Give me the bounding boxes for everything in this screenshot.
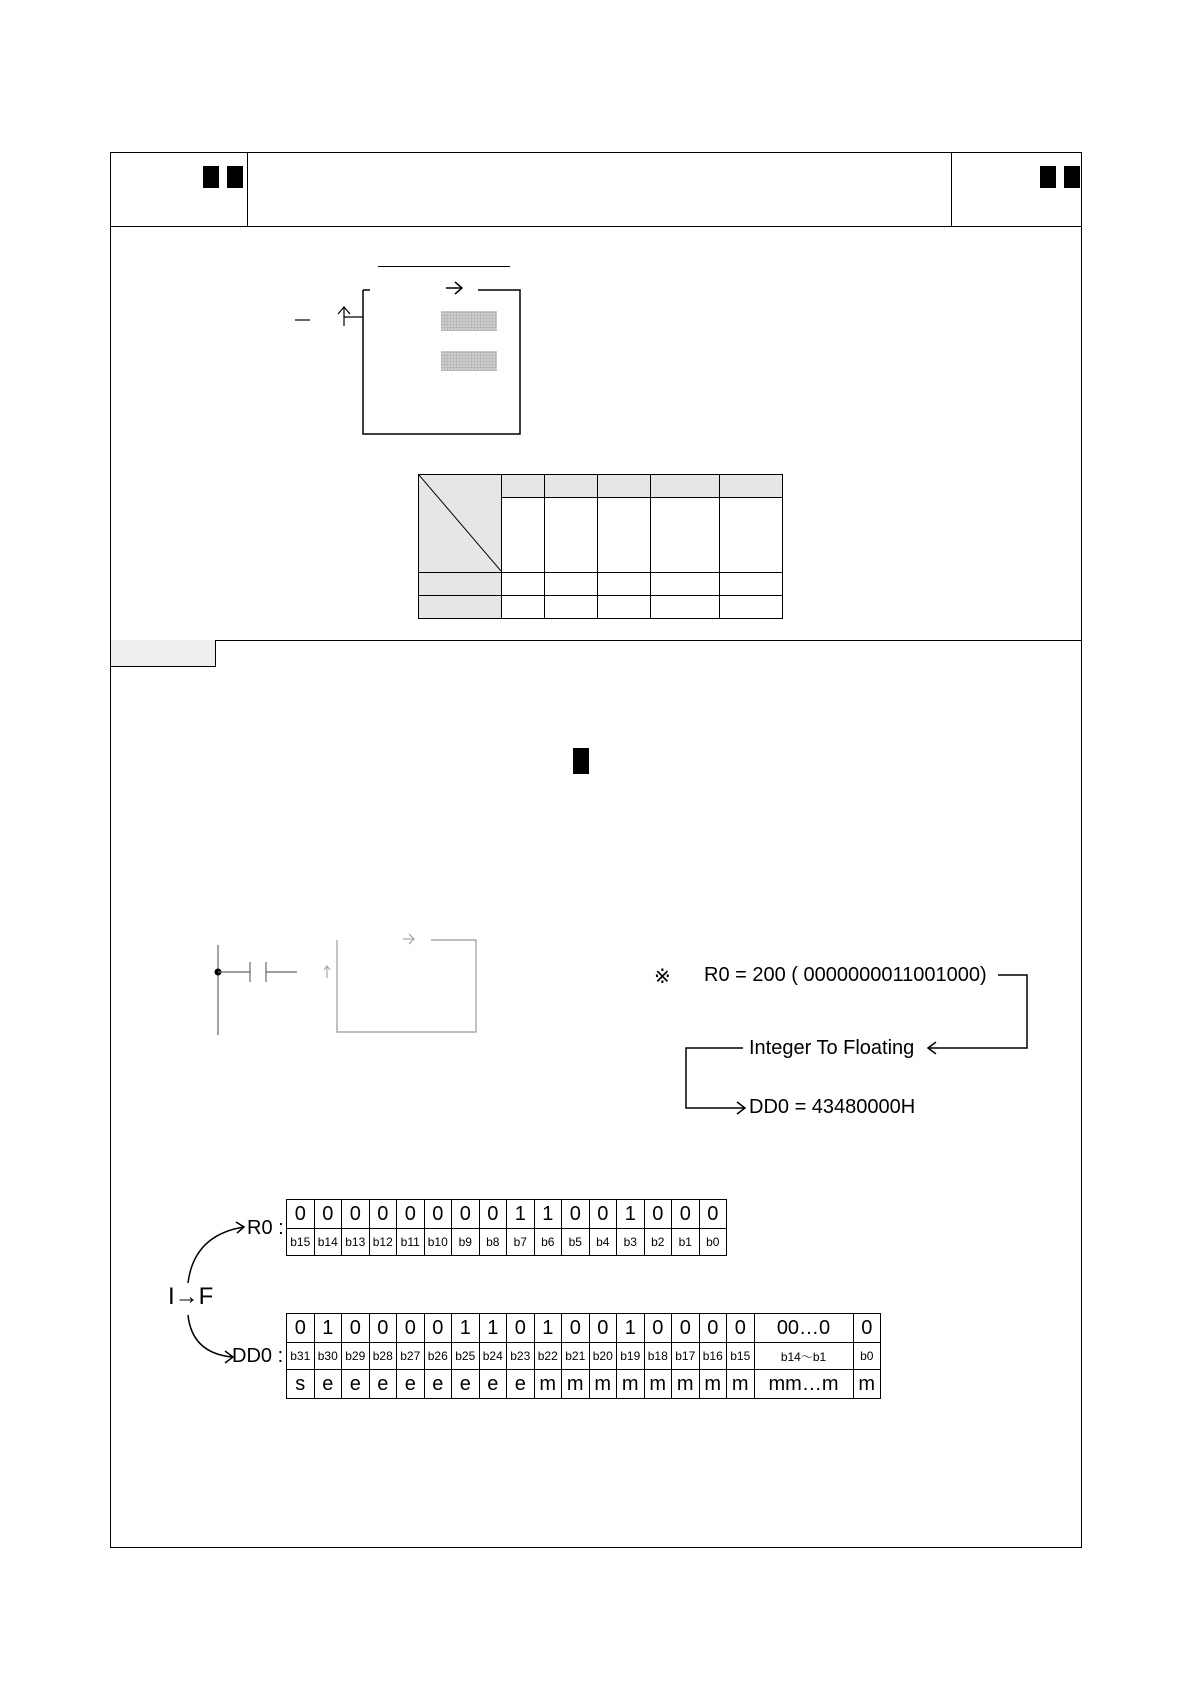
dd0-field-8: e [507,1370,535,1399]
dd0-field-10: m [562,1370,590,1399]
dd0-bit-label-18: b0 [853,1343,881,1370]
dd0-bit-7: 1 [479,1314,507,1343]
dd0-bit-label-10: b21 [562,1343,590,1370]
dd0-field-7: e [479,1370,507,1399]
header-left-mark-2 [227,166,243,188]
dd0-bit-9: 1 [534,1314,562,1343]
dd0-bit-label-7: b24 [479,1343,507,1370]
r0-bit-label-12: b3 [617,1229,645,1256]
symbol-overline [378,266,510,267]
r0-bit-table [286,1199,727,1256]
header-divider [110,226,1082,227]
inline-marker [573,748,589,774]
r0-bit-4: 0 [397,1200,425,1229]
note-result: DD0 = 43480000H [749,1096,916,1118]
dd0-field-9: m [534,1370,562,1399]
dd0-field-2: e [342,1370,370,1399]
dd0-bit-label-15: b16 [699,1343,727,1370]
dd0-bit-label-17: b14～b1 [754,1343,853,1370]
r0-bit-label-5: b10 [424,1229,452,1256]
r0-bit-label-1: b14 [314,1229,342,1256]
dd0-bit-0: 0 [287,1314,315,1343]
operand-placeholder-2 [441,351,497,371]
note-symbol: ※ [654,966,671,988]
r0-bit-11: 0 [589,1200,617,1229]
r0-bit-label-10: b5 [562,1229,590,1256]
r0-bit-label-9: b6 [534,1229,562,1256]
header-right-mark-2 [1064,166,1080,188]
dd0-bit-11: 0 [589,1314,617,1343]
bit-diagram-arrows [180,1215,250,1365]
r0-bit-0: 0 [287,1200,315,1229]
r0-bit-label-8: b7 [507,1229,535,1256]
operand-placeholder-1 [441,311,497,331]
dd0-bit-1: 1 [314,1314,342,1343]
dd0-bit-12: 1 [617,1314,645,1343]
r0-bit-3: 0 [369,1200,397,1229]
r0-bit-5: 0 [424,1200,452,1229]
dd0-bit-18: 0 [853,1314,881,1343]
dd0-field-18: m [853,1370,881,1399]
dd0-bit-label-8: b23 [507,1343,535,1370]
r0-bit-6: 0 [452,1200,480,1229]
r0-bit-label-15: b0 [699,1229,727,1256]
section-divider [110,640,1082,641]
operand-spec-table [418,474,783,619]
r0-bit-label-11: b4 [589,1229,617,1256]
dd0-bit-17: 00…0 [754,1314,853,1343]
dd0-bit-label-3: b28 [369,1343,397,1370]
r0-bit-8: 1 [507,1200,535,1229]
note-operation: Integer To Floating [749,1037,915,1059]
header-left-mark-1 [203,166,219,188]
note-source-line: R0 = 200 ( 0000000011001000) [704,964,987,986]
dd0-bit-2: 0 [342,1314,370,1343]
section-tab [110,640,216,667]
r0-label: R0 : [247,1217,284,1239]
r0-bit-label-0: b15 [287,1229,315,1256]
dd0-bit-8: 0 [507,1314,535,1343]
dd0-bit-4: 0 [397,1314,425,1343]
dd0-bit-label-12: b19 [617,1343,645,1370]
r0-bit-2: 0 [342,1200,370,1229]
dd0-bit-label-2: b29 [342,1343,370,1370]
ladder-example [210,925,490,1045]
dd0-field-12: m [617,1370,645,1399]
dd0-bit-table [286,1313,881,1399]
r0-bit-label-2: b13 [342,1229,370,1256]
r0-bit-10: 0 [562,1200,590,1229]
dd0-bit-label-4: b27 [397,1343,425,1370]
dd0-bit-13: 0 [644,1314,672,1343]
dd0-bit-5: 0 [424,1314,452,1343]
dd0-bit-16: 0 [727,1314,755,1343]
spec-table-corner [419,475,502,573]
dd0-bit-label-1: b30 [314,1343,342,1370]
dd0-bit-label-0: b31 [287,1343,315,1370]
r0-bit-label-3: b12 [369,1229,397,1256]
dd0-bit-label-16: b15 [727,1343,755,1370]
dd0-field-5: e [424,1370,452,1399]
dd0-field-6: e [452,1370,480,1399]
r0-bit-1: 0 [314,1200,342,1229]
dd0-label: DD0 : [232,1345,284,1367]
header-left-divider [247,152,248,226]
dd0-field-3: e [369,1370,397,1399]
dd0-bit-6: 1 [452,1314,480,1343]
operation-label: I→F [168,1283,214,1310]
r0-bit-label-7: b8 [479,1229,507,1256]
note-flow-arrows [680,970,1040,1120]
dd0-field-1: e [314,1370,342,1399]
r0-bit-label-6: b9 [452,1229,480,1256]
dd0-field-13: m [644,1370,672,1399]
dd0-bit-label-6: b25 [452,1343,480,1370]
r0-bit-12: 1 [617,1200,645,1229]
r0-bit-9: 1 [534,1200,562,1229]
dd0-bit-14: 0 [672,1314,700,1343]
header-right-mark-1 [1040,166,1056,188]
header-right-divider [951,152,952,226]
dd0-bit-label-9: b22 [534,1343,562,1370]
dd0-bit-label-5: b26 [424,1343,452,1370]
dd0-bit-label-13: b18 [644,1343,672,1370]
r0-bit-13: 0 [644,1200,672,1229]
r0-bit-15: 0 [699,1200,727,1229]
dd0-field-17: mm…m [754,1370,853,1399]
dd0-field-15: m [699,1370,727,1399]
r0-bit-label-14: b1 [672,1229,700,1256]
r0-bit-7: 0 [479,1200,507,1229]
dd0-field-4: e [397,1370,425,1399]
dd0-field-16: m [727,1370,755,1399]
dd0-bit-10: 0 [562,1314,590,1343]
dd0-bit-15: 0 [699,1314,727,1343]
dd0-field-11: m [589,1370,617,1399]
r0-bit-14: 0 [672,1200,700,1229]
dd0-field-0: s [287,1370,315,1399]
dd0-bit-label-11: b20 [589,1343,617,1370]
dd0-field-14: m [672,1370,700,1399]
dd0-bit-3: 0 [369,1314,397,1343]
r0-bit-label-13: b2 [644,1229,672,1256]
r0-bit-label-4: b11 [397,1229,425,1256]
dd0-bit-label-14: b17 [672,1343,700,1370]
